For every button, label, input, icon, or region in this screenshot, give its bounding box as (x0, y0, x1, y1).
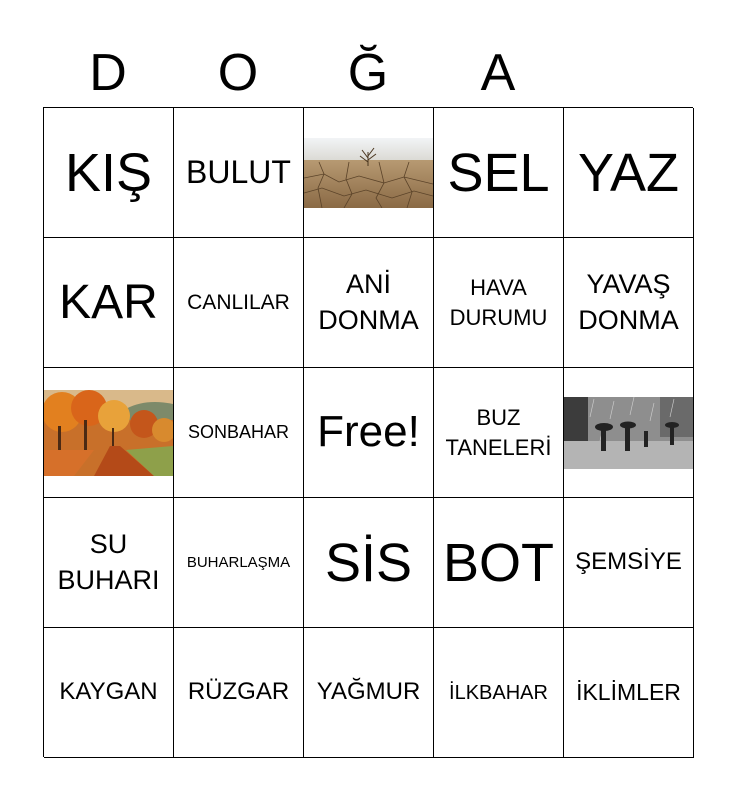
rainy-street-image (564, 397, 693, 469)
cell-label: BOT (442, 532, 554, 593)
header-letter-o: O (217, 44, 259, 102)
bingo-cell-ani-donma[interactable] (304, 238, 434, 368)
cell-label: SİS (324, 532, 413, 593)
bingo-cell-semsiye[interactable] (564, 498, 694, 628)
bingo-cell-bulut[interactable] (174, 108, 304, 238)
cell-label: Free! (317, 407, 420, 457)
cell-label: SU BUHARI (57, 529, 160, 595)
cell-label: SONBAHAR (187, 421, 290, 442)
cell-label: BUZ TANELERİ (445, 404, 552, 460)
cell-label: BUHARLAŞMA (186, 553, 291, 571)
header-letter-a: A (480, 44, 516, 102)
cell-label: BULUT (186, 154, 291, 191)
cell-label: CANLILAR (187, 290, 290, 314)
bingo-cell-canlilar[interactable] (174, 238, 304, 368)
autumn-forest-road-image (44, 390, 173, 476)
bingo-cell-free[interactable] (304, 368, 434, 498)
cell-label: SEL (447, 142, 550, 203)
bingo-cell-buharlasma[interactable] (174, 498, 304, 628)
cell-label: ANİ DONMA (318, 269, 419, 335)
bingo-cell-yavas-donma[interactable] (564, 238, 694, 368)
bingo-board (43, 107, 693, 757)
cell-label: HAVA DURUMU (449, 274, 548, 330)
cell-label: YAZ (577, 142, 679, 203)
bingo-cell-yaz[interactable] (564, 108, 694, 238)
cell-label: RÜZGAR (187, 678, 290, 706)
bingo-cell-sonbahar[interactable] (174, 368, 304, 498)
cell-label: YAĞMUR (316, 678, 421, 706)
bingo-cell-ilkbahar[interactable] (434, 628, 564, 758)
bingo-cell-su-buhari[interactable] (44, 498, 174, 628)
bingo-cell-buz-taneleri[interactable] (434, 368, 564, 498)
bingo-cell-hava-durumu[interactable] (434, 238, 564, 368)
bingo-cell-sel[interactable] (434, 108, 564, 238)
cracked-dry-earth-image (304, 138, 433, 208)
header-letter-d: D (89, 44, 127, 102)
bingo-cell-sis[interactable] (304, 498, 434, 628)
bingo-header (43, 40, 693, 106)
cell-label: İKLİMLER (576, 678, 681, 705)
bingo-cell-autumn-image[interactable] (44, 368, 174, 498)
bingo-cell-iklimler[interactable] (564, 628, 694, 758)
bingo-cell-kis[interactable] (44, 108, 174, 238)
cell-label: ŞEMSİYE (575, 548, 682, 576)
cell-label: KAR (59, 275, 158, 329)
bingo-cell-yagmur[interactable] (304, 628, 434, 758)
bingo-cell-kaygan[interactable] (44, 628, 174, 758)
cell-label: KAYGAN (59, 678, 158, 706)
cell-label: YAVAŞ DONMA (578, 269, 679, 335)
header-letter-g: Ğ (347, 44, 389, 102)
bingo-cell-bot[interactable] (434, 498, 564, 628)
bingo-cell-kar[interactable] (44, 238, 174, 368)
cell-label: KIŞ (64, 142, 153, 203)
bingo-cell-dry-earth[interactable] (304, 108, 434, 238)
bingo-cell-ruzgar[interactable] (174, 628, 304, 758)
cell-label: İLKBAHAR (449, 681, 548, 704)
bingo-cell-rain-image[interactable] (564, 368, 694, 498)
